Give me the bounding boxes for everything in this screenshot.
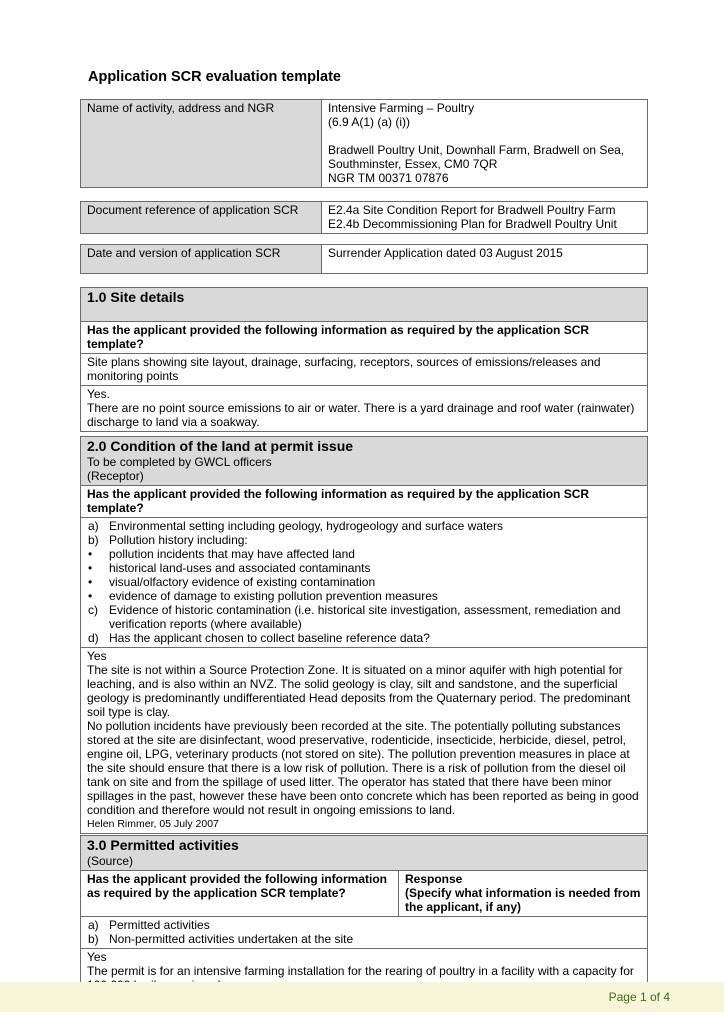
answer-line: There are no point source emissions to air or water. There is a yard drainage and roof water (rainwater) discharge to land via a soakway. [87, 401, 635, 429]
response-title: Response [405, 872, 463, 886]
section-2-receptor: (Receptor) [87, 469, 144, 483]
list-item [87, 561, 641, 575]
answer-line: Yes. [87, 387, 110, 401]
bullet-icon: • [88, 547, 93, 561]
list-item [87, 603, 641, 631]
list-text: pollution incidents that may have affected land [109, 547, 355, 561]
answer-line: No pollution incidents have previously been recorded at the site. The potentially polluting substances stored at the site are disinfectant, wood preservative, rodenticide, insecticide, herbicide, diesel, petrol, engine oil, LPG, veterinary products (not stored on site). The pollution prevention measures in place at the site should ensure that there is a low risk of pollution. There is a risk of pollution from the diesel oil tank on site and from the spillage of used litter. The operator has stated that there have been minor spillages in the past, however these have been onto concrete which has been reported as being in good condition and therefore would not result in ongoing emissions to land. [87, 719, 639, 817]
page-number: Page 1 of 4 [608, 990, 670, 1004]
list-marker: a) [88, 519, 99, 533]
section-2-answer [81, 648, 648, 834]
list-item [87, 631, 641, 645]
answer-line: Yes [87, 950, 107, 964]
list-item [87, 547, 641, 561]
list-text: Environmental setting including geology, hydrogeology and surface waters [109, 519, 504, 533]
date-version-value [322, 245, 648, 274]
list-item [87, 932, 641, 946]
date-version-table [80, 244, 648, 274]
list-text: historical land-uses and associated contaminants [109, 561, 371, 575]
section-1-answer [81, 386, 648, 432]
list-text: evidence of damage to existing pollution prevention measures [109, 589, 438, 603]
list-item [87, 918, 641, 932]
section-site-details [80, 287, 648, 432]
docref-value [322, 202, 648, 234]
date-version-label: Date and version of application SCR [81, 245, 322, 274]
section-3-question: Has the applicant provided the following information as required by the application SCR template? [81, 871, 399, 917]
docref-line: E2.4a Site Condition Report for Bradwell Poultry Farm [328, 203, 616, 217]
activity-line [328, 129, 641, 143]
page-footer [0, 982, 724, 1012]
section-1-heading: 1.0 Site details [87, 289, 185, 305]
activity-value [322, 100, 648, 188]
section-3-requirements [81, 917, 648, 949]
response-note: (Specify what information is needed from the applicant, if any) [405, 886, 641, 914]
section-permitted-activities [80, 835, 648, 995]
section-condition-of-land [80, 436, 648, 834]
list-text: Non-permitted activities undertaken at the site [109, 932, 354, 946]
section-3-heading-cell [81, 836, 648, 871]
date-version-line: Surrender Application dated 03 August 2015 [328, 246, 563, 260]
document-reference-table [80, 201, 648, 234]
bullet-icon: • [88, 589, 93, 603]
list-item [87, 533, 641, 547]
section-3-response-header [399, 871, 648, 917]
docref-line: E2.4b Decommissioning Plan for Bradwell Poultry Unit [328, 217, 617, 231]
activity-table [80, 99, 648, 188]
section-2-question: Has the applicant provided the following information as required by the application SCR template? [81, 486, 648, 518]
section-1-requirement: Site plans showing site layout, drainage, surfacing, receptors, sources of emissions/releases and monitoring points [81, 354, 648, 386]
activity-line: Bradwell Poultry Unit, Downhall Farm, Bradwell on Sea, [328, 143, 625, 157]
list-marker: a) [88, 918, 99, 932]
list-text: Permitted activities [109, 918, 210, 932]
section-1-question: Has the applicant provided the following information as required by the application SCR template? [81, 322, 648, 354]
section-2-subtitle: To be completed by GWCL officers [87, 455, 272, 469]
list-marker: b) [88, 533, 99, 547]
bullet-icon: • [88, 575, 93, 589]
activity-label: Name of activity, address and NGR [81, 100, 322, 188]
section-3-heading: 3.0 Permitted activities [87, 837, 239, 853]
list-item [87, 589, 641, 603]
section-1-heading-cell [81, 288, 648, 322]
activity-line: Southminster, Essex, CM0 7QR [328, 157, 498, 171]
answer-line: The permit is for an intensive farming installation for the rearing of poultry in a facility with a capacity for [87, 964, 634, 978]
list-text: Pollution history including: [109, 533, 248, 547]
activity-line: Intensive Farming – Poultry [328, 101, 475, 115]
answer-line: Yes [87, 649, 107, 663]
list-text: visual/olfactory evidence of existing contamination [109, 575, 376, 589]
officer-signoff: Helen Rimmer, 05 July 2007 [87, 818, 219, 830]
answer-line: The site is not within a Source Protection Zone. It is situated on a minor aquifer with high potential for leaching, and is also within an NVZ. The solid geology is clay, silt and sandstone, and the superficial geology is predominantly undifferentiated Head deposits from the Quaternary period. The predominant soil type is clay. [87, 663, 631, 719]
bullet-icon: • [88, 561, 93, 575]
section-2-requirements [81, 518, 648, 648]
list-item [87, 519, 641, 533]
list-text: Has the applicant chosen to collect baseline reference data? [109, 631, 430, 645]
list-item [87, 575, 641, 589]
activity-line: (6.9 A(1) (a) (i)) [328, 115, 411, 129]
list-text: Evidence of historic contamination (i.e. historical site investigation, assessment, remediation and verification reports (where available) [109, 603, 621, 631]
docref-label: Document reference of application SCR [81, 202, 322, 234]
document-title: Application SCR evaluation template [88, 69, 341, 85]
list-marker: c) [88, 603, 98, 617]
section-3-source: (Source) [87, 854, 134, 868]
section-2-heading-cell [81, 437, 648, 486]
list-marker: b) [88, 932, 99, 946]
section-2-heading: 2.0 Condition of the land at permit issue [87, 438, 354, 454]
list-marker: d) [88, 631, 99, 645]
activity-line: NGR TM 00371 07876 [328, 171, 449, 185]
